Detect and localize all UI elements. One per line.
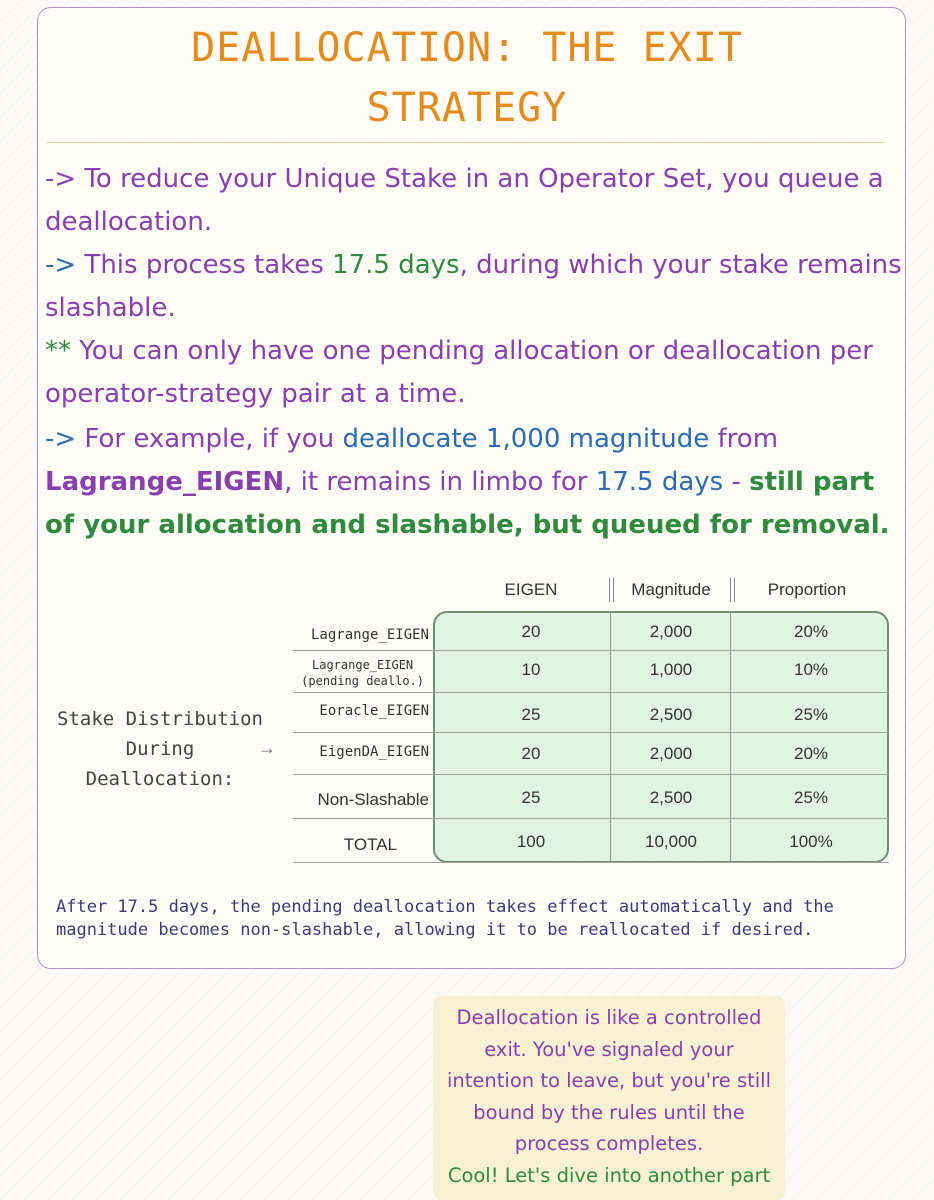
intro-paragraph-3 [45, 330, 905, 416]
row-divider [293, 774, 889, 775]
callout-cool: Cool! Let's dive into another part [447, 1163, 771, 1187]
text: - [723, 467, 750, 497]
cell-eigen: 25 [521, 788, 541, 807]
row-divider [293, 692, 889, 693]
row-label-line: Lagrange_EIGEN [312, 658, 414, 672]
pointer-arrow-icon: → [258, 738, 276, 758]
column-divider [610, 611, 611, 863]
stake-table [433, 611, 889, 863]
header-eigen: EIGEN [504, 580, 558, 599]
text: This process takes [76, 250, 333, 280]
callout-box [433, 996, 785, 1200]
text: You can only have one pending allocation or deallocation per operator-strategy pair at a time. [45, 336, 873, 409]
row-label-nonslashable: Non-Slashable [317, 790, 429, 809]
stake-distribution-label [40, 704, 280, 794]
row-label-lagrange: Lagrange_EIGEN [310, 627, 429, 643]
cell-magnitude-total: 10,000 [645, 832, 697, 851]
cell-proportion: 20% [793, 744, 829, 763]
row-divider [293, 650, 889, 651]
row-divider [293, 732, 889, 733]
callout-body: Deallocation is like a controlled exit. You've signaled your intention to leave, but you're still bound by the rules until the process completes. [446, 1006, 772, 1155]
page-title-line-2: STRATEGY [366, 85, 568, 131]
still-highlight: still part of your allocation and slashable, but queued for removal. [45, 467, 890, 540]
header-magnitude: Magnitude [631, 580, 711, 599]
days-highlight: 17.5 days [332, 250, 460, 280]
cell-eigen-total: 100 [516, 832, 546, 851]
intro-paragraph-4 [45, 418, 905, 547]
title-divider [47, 142, 885, 143]
row-divider [293, 818, 889, 819]
page-title-line-1: DEALLOCATION: THE EXIT [191, 25, 743, 71]
cell-eigen: 25 [521, 705, 541, 724]
row-label-total: TOTAL [343, 835, 397, 854]
cell-proportion: 10% [793, 660, 829, 679]
cell-magnitude: 2,000 [649, 622, 693, 641]
days-highlight: 17.5 days [595, 467, 724, 497]
text: For example, if you [76, 424, 343, 454]
row-label-eoracle: Eoracle_EIGEN [319, 703, 429, 719]
row-label-eigenda: EigenDA_EIGEN [319, 744, 429, 760]
cell-magnitude: 2,500 [649, 788, 693, 807]
intro-paragraph-2 [45, 244, 905, 330]
row-divider [293, 862, 889, 863]
header-separator [730, 578, 735, 602]
side-label-line: Deallocation: [85, 768, 235, 790]
cell-proportion: 25% [793, 705, 829, 724]
cell-proportion-total: 100% [789, 832, 833, 851]
callout-text [433, 996, 785, 1191]
intro-paragraph-1: -> To reduce your Unique Stake in an Operator Set, you queue a deallocation. [45, 164, 884, 237]
cell-proportion: 25% [793, 788, 829, 807]
arrow-marker: -> [45, 424, 77, 454]
row-label-lagrange-pending [301, 657, 424, 689]
header-proportion: Proportion [767, 580, 847, 599]
dealloc-highlight: deallocate 1,000 magnitude [342, 424, 710, 454]
cell-eigen: 20 [521, 744, 541, 763]
cell-eigen: 10 [521, 660, 541, 679]
cell-proportion: 20% [793, 622, 829, 641]
cell-magnitude: 2,500 [649, 705, 693, 724]
cell-eigen: 20 [521, 622, 541, 641]
after-note: After 17.5 days, the pending deallocation takes effect automatically and the magnitude becomes non-slashable, allowing it to be reallocated if desired. [56, 897, 834, 940]
side-label-line: During [125, 738, 195, 760]
operator-set-name: Lagrange_EIGEN [45, 467, 285, 497]
arrow-marker: -> [45, 250, 77, 280]
side-label-line: Stake Distribution [57, 708, 263, 730]
asterisk-marker: ** [45, 336, 71, 366]
header-separator [609, 578, 614, 602]
column-divider [730, 611, 731, 863]
text: from [709, 424, 779, 454]
row-sublabel: (pending deallo.) [301, 674, 424, 688]
cell-magnitude: 1,000 [649, 660, 693, 679]
cell-magnitude: 2,000 [649, 744, 693, 763]
text: , it remains in limbo for [284, 467, 596, 497]
text: , during which your stake remains slashable. [45, 250, 902, 323]
